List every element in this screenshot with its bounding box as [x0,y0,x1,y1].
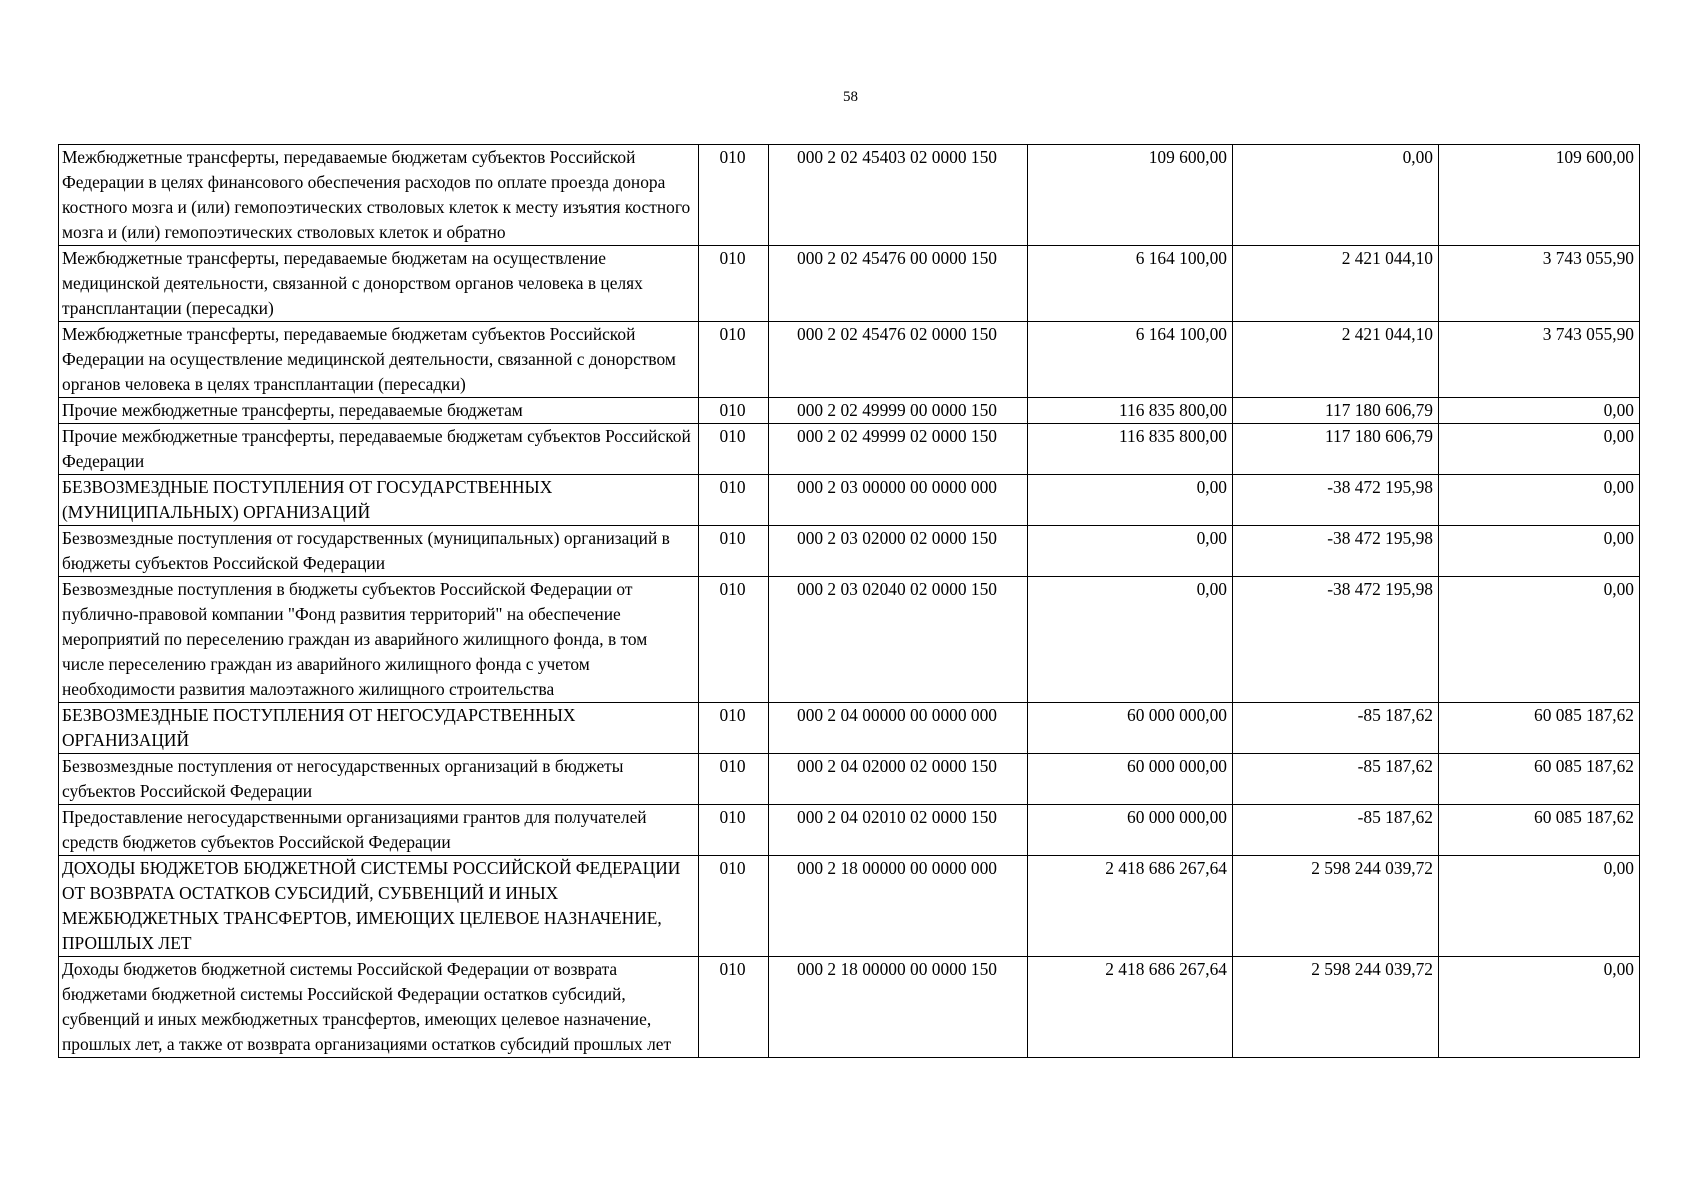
row-kbk-cell: 000 2 02 45476 00 0000 150 [769,246,1028,322]
table-row [59,246,1640,322]
row-approved-cell: 0,00 [1028,526,1233,577]
row-kbk-cell: 000 2 02 45403 02 0000 150 [769,145,1028,246]
table-row [59,754,1640,805]
row-name-cell: Межбюджетные трансферты, передаваемые бюджетам субъектов Российской Федерации на осуществление медицинской деятельности, связанной с донорством органов человека в целях трансплантации (пересадки) [59,322,699,398]
row-kbk-cell: 000 2 04 02010 02 0000 150 [769,805,1028,856]
row-name-cell: Прочие межбюджетные трансферты, передаваемые бюджетам [59,398,699,424]
row-executed-cell: 117 180 606,79 [1233,424,1439,475]
row-executed-cell: 2 598 244 039,72 [1233,957,1439,1058]
row-unexecuted-cell: 0,00 [1439,577,1640,703]
row-approved-cell: 60 000 000,00 [1028,703,1233,754]
row-code-cell: 010 [699,957,769,1058]
row-name-cell: Предоставление негосударственными организациями грантов для получателей средств бюджетов субъектов Российской Федерации [59,805,699,856]
row-code-cell: 010 [699,805,769,856]
row-unexecuted-cell: 0,00 [1439,526,1640,577]
row-approved-cell: 116 835 800,00 [1028,398,1233,424]
row-kbk-cell: 000 2 02 49999 00 0000 150 [769,398,1028,424]
table-row [59,856,1640,957]
row-unexecuted-cell: 0,00 [1439,856,1640,957]
page-number: 58 [843,89,858,105]
row-approved-cell: 2 418 686 267,64 [1028,957,1233,1058]
row-name-cell: Безвозмездные поступления от негосударственных организаций в бюджеты субъектов Российской Федерации [59,754,699,805]
row-name-cell: ДОХОДЫ БЮДЖЕТОВ БЮДЖЕТНОЙ СИСТЕМЫ РОССИЙСКОЙ ФЕДЕРАЦИИ ОТ ВОЗВРАТА ОСТАТКОВ СУБСИДИЙ, СУБВЕНЦИЙ И ИНЫХ МЕЖБЮДЖЕТНЫХ ТРАНСФЕРТОВ, ИМЕЮЩИХ ЦЕЛЕВОЕ НАЗНАЧЕНИЕ, ПРОШЛЫХ ЛЕТ [59,856,699,957]
row-kbk-cell: 000 2 02 45476 02 0000 150 [769,322,1028,398]
table-row [59,957,1640,1058]
table-row [59,322,1640,398]
row-executed-cell: -38 472 195,98 [1233,577,1439,703]
row-kbk-cell: 000 2 03 00000 00 0000 000 [769,475,1028,526]
row-unexecuted-cell: 0,00 [1439,957,1640,1058]
row-approved-cell: 60 000 000,00 [1028,754,1233,805]
row-name-cell: Прочие межбюджетные трансферты, передаваемые бюджетам субъектов Российской Федерации [59,424,699,475]
table-row [59,398,1640,424]
row-code-cell: 010 [699,475,769,526]
row-executed-cell: 2 421 044,10 [1233,322,1439,398]
row-approved-cell: 109 600,00 [1028,145,1233,246]
row-unexecuted-cell: 3 743 055,90 [1439,246,1640,322]
row-code-cell: 010 [699,246,769,322]
table-row [59,526,1640,577]
row-code-cell: 010 [699,577,769,703]
row-executed-cell: 0,00 [1233,145,1439,246]
row-executed-cell: -85 187,62 [1233,805,1439,856]
row-approved-cell: 6 164 100,00 [1028,322,1233,398]
row-unexecuted-cell: 60 085 187,62 [1439,754,1640,805]
row-code-cell: 010 [699,703,769,754]
row-approved-cell: 60 000 000,00 [1028,805,1233,856]
row-executed-cell: 2 598 244 039,72 [1233,856,1439,957]
row-name-cell: БЕЗВОЗМЕЗДНЫЕ ПОСТУПЛЕНИЯ ОТ НЕГОСУДАРСТВЕННЫХ ОРГАНИЗАЦИЙ [59,703,699,754]
row-code-cell: 010 [699,526,769,577]
row-unexecuted-cell: 0,00 [1439,475,1640,526]
table-row [59,475,1640,526]
row-kbk-cell: 000 2 04 00000 00 0000 000 [769,703,1028,754]
row-executed-cell: 2 421 044,10 [1233,246,1439,322]
row-code-cell: 010 [699,754,769,805]
row-kbk-cell: 000 2 18 00000 00 0000 000 [769,856,1028,957]
row-unexecuted-cell: 3 743 055,90 [1439,322,1640,398]
row-unexecuted-cell: 60 085 187,62 [1439,703,1640,754]
revenue-table [58,144,1640,1058]
row-unexecuted-cell: 0,00 [1439,398,1640,424]
row-approved-cell: 0,00 [1028,475,1233,526]
row-name-cell: Межбюджетные трансферты, передаваемые бюджетам субъектов Российской Федерации в целях финансового обеспечения расходов по оплате проезда донора костного мозга и (или) гемопоэтических стволовых клеток к месту изъятия костного мозга и (или) гемопоэтических стволовых клеток и обратно [59,145,699,246]
row-code-cell: 010 [699,424,769,475]
row-kbk-cell: 000 2 04 02000 02 0000 150 [769,754,1028,805]
row-name-cell: Безвозмездные поступления от государственных (муниципальных) организаций в бюджеты субъектов Российской Федерации [59,526,699,577]
row-kbk-cell: 000 2 18 00000 00 0000 150 [769,957,1028,1058]
row-name-cell: Безвозмездные поступления в бюджеты субъектов Российской Федерации от публично-правовой компании "Фонд развития территорий" на обеспечение мероприятий по переселению граждан из аварийного жилищного фонда, в том числе переселению граждан из аварийного жилищного фонда с учетом необходимости развития малоэтажного жилищного строительства [59,577,699,703]
row-name-cell: Доходы бюджетов бюджетной системы Российской Федерации от возврата бюджетами бюджетной системы Российской Федерации остатков субсидий, субвенций и иных межбюджетных трансфертов, имеющих целевое назначение, прошлых лет, а также от возврата организациями остатков субсидий прошлых лет [59,957,699,1058]
row-approved-cell: 116 835 800,00 [1028,424,1233,475]
table-row [59,577,1640,703]
row-executed-cell: -38 472 195,98 [1233,526,1439,577]
table-row [59,145,1640,246]
row-code-cell: 010 [699,856,769,957]
row-unexecuted-cell: 109 600,00 [1439,145,1640,246]
row-approved-cell: 2 418 686 267,64 [1028,856,1233,957]
row-approved-cell: 0,00 [1028,577,1233,703]
row-name-cell: Межбюджетные трансферты, передаваемые бюджетам на осуществление медицинской деятельности, связанной с донорством органов человека в целях трансплантации (пересадки) [59,246,699,322]
table-row [59,424,1640,475]
row-unexecuted-cell: 0,00 [1439,424,1640,475]
row-approved-cell: 6 164 100,00 [1028,246,1233,322]
row-code-cell: 010 [699,145,769,246]
row-executed-cell: -85 187,62 [1233,703,1439,754]
table-row [59,703,1640,754]
row-code-cell: 010 [699,322,769,398]
row-kbk-cell: 000 2 02 49999 02 0000 150 [769,424,1028,475]
row-name-cell: БЕЗВОЗМЕЗДНЫЕ ПОСТУПЛЕНИЯ ОТ ГОСУДАРСТВЕННЫХ (МУНИЦИПАЛЬНЫХ) ОРГАНИЗАЦИЙ [59,475,699,526]
table-body [59,145,1640,1058]
row-executed-cell: -38 472 195,98 [1233,475,1439,526]
table-row [59,805,1640,856]
row-kbk-cell: 000 2 03 02040 02 0000 150 [769,577,1028,703]
row-executed-cell: -85 187,62 [1233,754,1439,805]
row-unexecuted-cell: 60 085 187,62 [1439,805,1640,856]
row-kbk-cell: 000 2 03 02000 02 0000 150 [769,526,1028,577]
row-code-cell: 010 [699,398,769,424]
row-executed-cell: 117 180 606,79 [1233,398,1439,424]
